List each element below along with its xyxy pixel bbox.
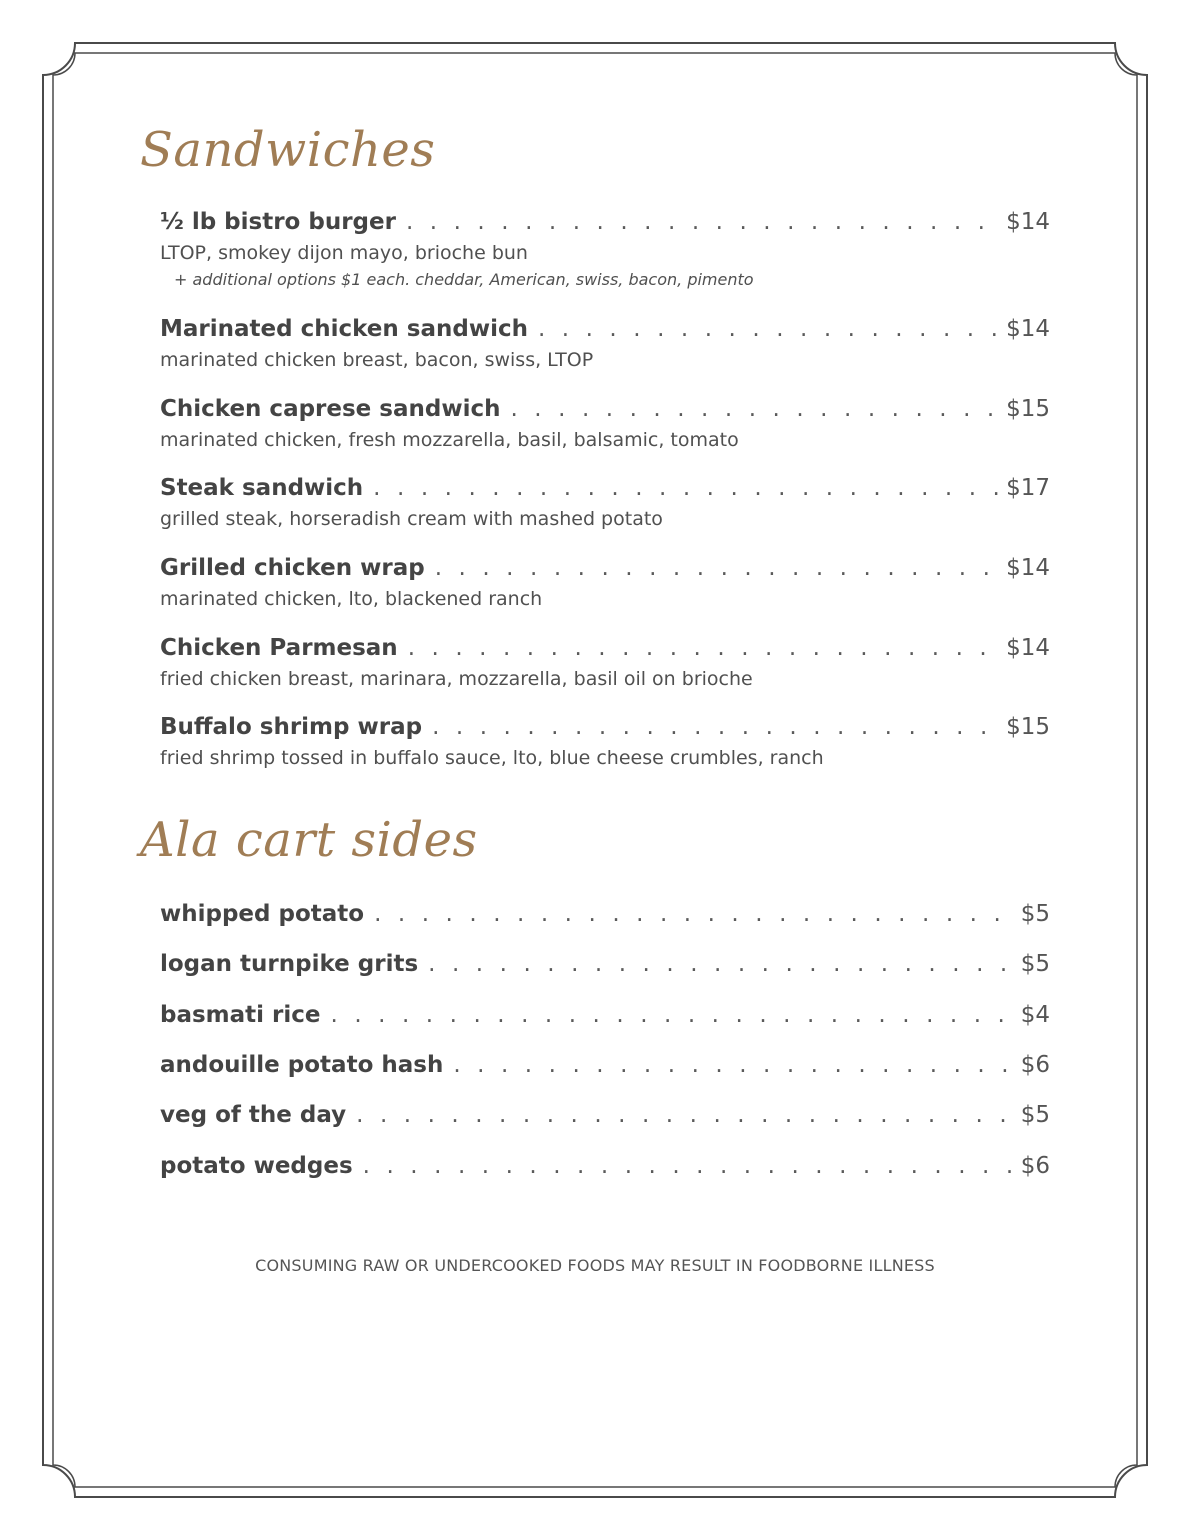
item-name: logan turnpike grits: [160, 951, 419, 977]
dot-leader: [432, 713, 1002, 741]
item-price: $15: [1006, 396, 1050, 422]
item-description: marinated chicken, fresh mozzarella, basil, balsamic, tomato: [160, 429, 739, 451]
dot-leader: [363, 1152, 1017, 1180]
item-name: Grilled chicken wrap: [160, 555, 425, 581]
item-price: $14: [1006, 635, 1050, 661]
section-title-sides: Ala cart sides: [140, 812, 478, 868]
item-name: whipped potato: [160, 901, 365, 927]
item-description: marinated chicken breast, bacon, swiss, LTOP: [160, 349, 594, 371]
item-name: Chicken Parmesan: [160, 635, 398, 661]
item-price: $4: [1020, 1002, 1050, 1028]
menu-item: [160, 208, 1050, 291]
dot-leader: [373, 474, 1002, 502]
item-price: $14: [1006, 209, 1050, 235]
dot-leader: [331, 1001, 1017, 1029]
menu-item: [160, 634, 1050, 692]
item-price: $6: [1020, 1153, 1050, 1179]
item-price: $14: [1006, 316, 1050, 342]
menu-item: [160, 713, 1050, 771]
menu-item: [160, 554, 1050, 612]
item-name: ½ lb bistro burger: [160, 209, 396, 235]
item-price: $15: [1006, 714, 1050, 740]
menu-item: [160, 900, 1050, 928]
menu-item: [160, 395, 1050, 453]
item-name: Marinated chicken sandwich: [160, 316, 528, 342]
item-price: $5: [1020, 901, 1050, 927]
dot-leader: [408, 634, 1002, 662]
menu-item: [160, 1001, 1050, 1029]
item-price: $5: [1020, 1102, 1050, 1128]
item-name: basmati rice: [160, 1002, 321, 1028]
item-description: grilled steak, horseradish cream with mashed potato: [160, 508, 663, 530]
item-name: Steak sandwich: [160, 475, 364, 501]
item-name: Buffalo shrimp wrap: [160, 714, 423, 740]
item-note: + additional options $1 each. cheddar, American, swiss, bacon, pimento: [174, 270, 754, 289]
dot-leader: [406, 208, 1002, 236]
dot-leader: [356, 1101, 1017, 1129]
item-name: potato wedges: [160, 1153, 353, 1179]
item-name: andouille potato hash: [160, 1052, 444, 1078]
item-name: Chicken caprese sandwich: [160, 396, 501, 422]
dot-leader: [435, 554, 1002, 582]
dot-leader: [428, 950, 1017, 978]
dot-leader: [510, 395, 1002, 423]
menu-item: [160, 950, 1050, 978]
dot-leader: [374, 900, 1017, 928]
food-safety-disclaimer: CONSUMING RAW OR UNDERCOOKED FOODS MAY RESULT IN FOODBORNE ILLNESS: [255, 1256, 935, 1275]
menu-item: [160, 315, 1050, 373]
item-price: $5: [1020, 951, 1050, 977]
dot-leader: [453, 1051, 1016, 1079]
item-description: fried chicken breast, marinara, mozzarella, basil oil on brioche: [160, 668, 753, 690]
section-title-sandwiches: Sandwiches: [140, 122, 436, 178]
dot-leader: [538, 315, 1002, 343]
item-price: $14: [1006, 555, 1050, 581]
item-description: marinated chicken, lto, blackened ranch: [160, 588, 543, 610]
item-price: $6: [1020, 1052, 1050, 1078]
item-description: LTOP, smokey dijon mayo, brioche bun: [160, 242, 528, 264]
item-name: veg of the day: [160, 1102, 347, 1128]
item-description: fried shrimp tossed in buffalo sauce, lto, blue cheese crumbles, ranch: [160, 747, 824, 769]
menu-item: [160, 1101, 1050, 1129]
menu-item: [160, 1152, 1050, 1180]
menu-item: [160, 474, 1050, 532]
menu-item: [160, 1051, 1050, 1079]
item-price: $17: [1006, 475, 1050, 501]
